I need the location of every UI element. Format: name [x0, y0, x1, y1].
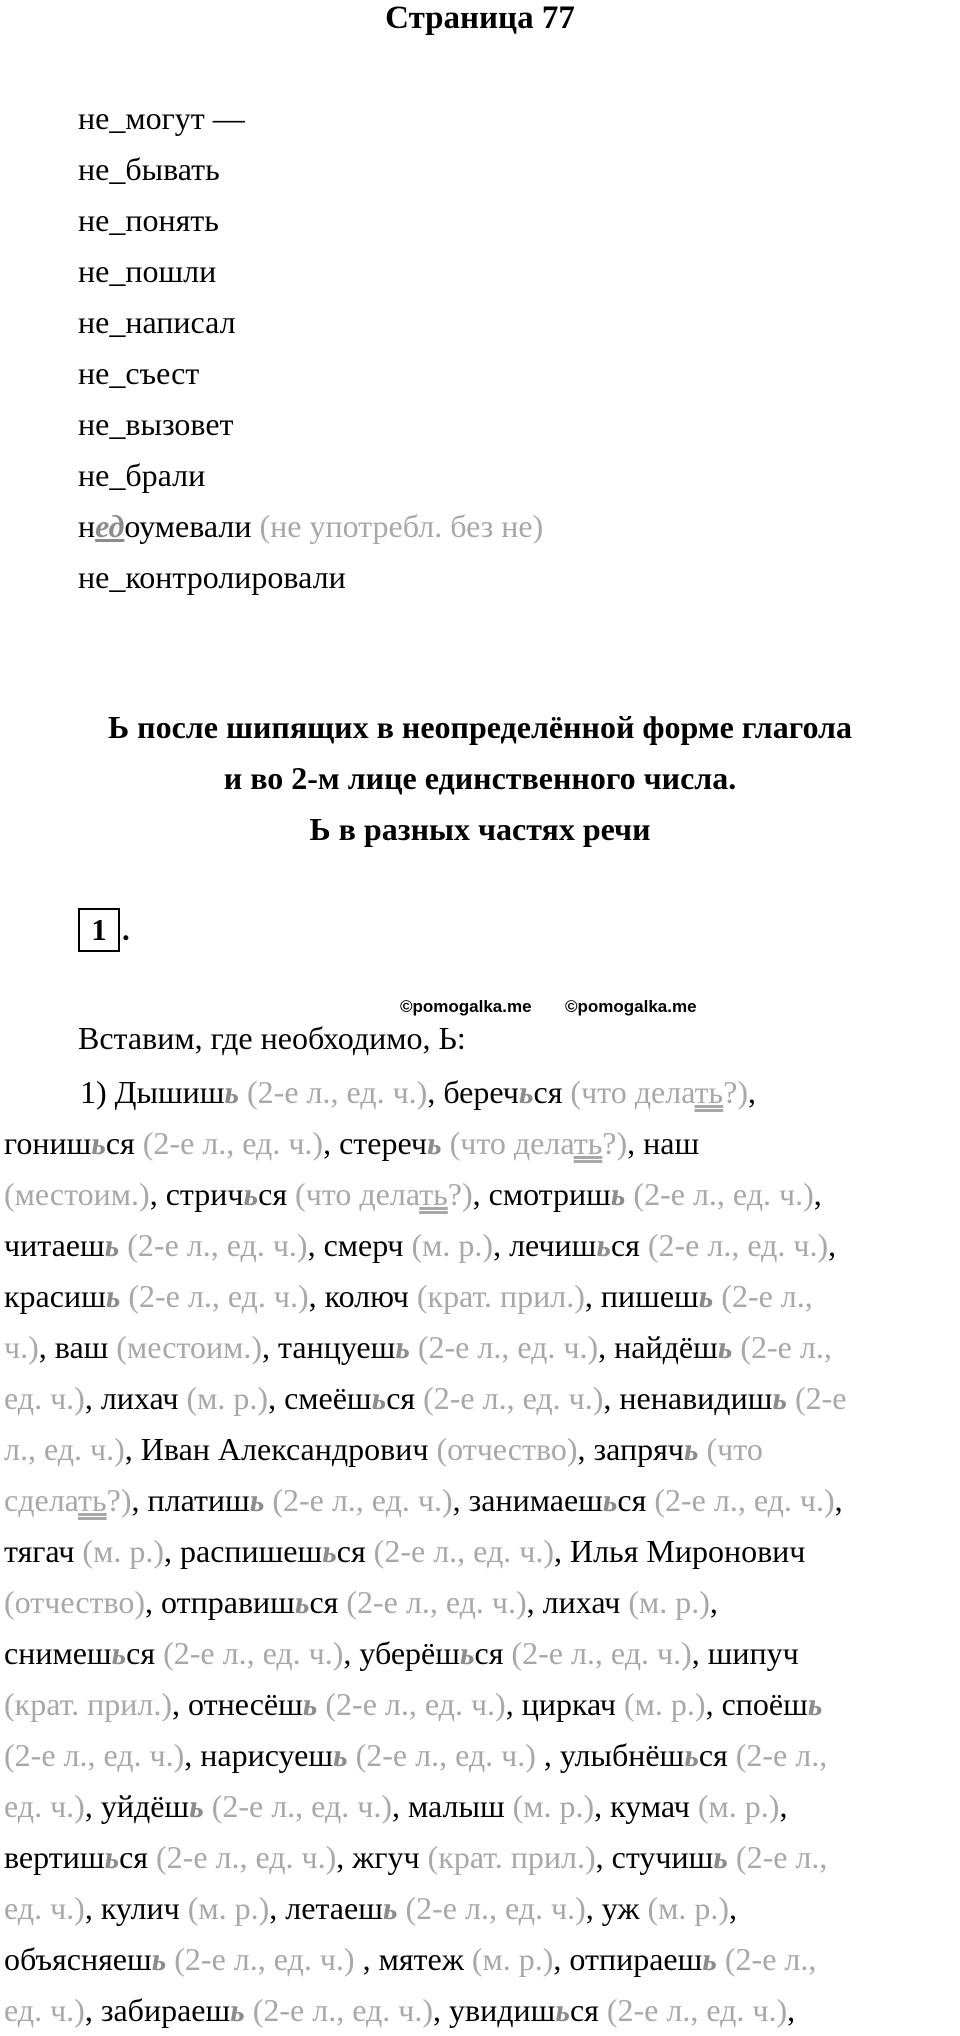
word-text: ся [610, 1227, 640, 1263]
text-line [4, 1373, 960, 1424]
grammar-note: (2-е л., ед. ч.) [598, 1992, 788, 2028]
word-text: , циркач [505, 1686, 617, 1722]
inserted-letter: ь [717, 1329, 733, 1365]
text-line [4, 1220, 960, 1271]
grammar-note: (м. р.) [689, 1788, 780, 1824]
word-text: , мятеж [354, 1941, 464, 1977]
text-line [4, 1271, 960, 1322]
grammar-note: (м. р.) [179, 1890, 270, 1926]
grammar-note: ч.) [4, 1329, 39, 1365]
word-text: , шипуч [691, 1635, 799, 1671]
word-part: н [78, 508, 96, 544]
inserted-letter: ь [294, 1584, 310, 1620]
grammar-note: (2-е л., ед. ч.) [4, 1737, 185, 1773]
grammar-note: (2-е л., ед. ч.) [347, 1737, 536, 1773]
word-text: , споёш [705, 1686, 808, 1722]
word-text: , платиш [131, 1482, 250, 1518]
text-line [4, 1475, 960, 1526]
grammar-note: (м. р.) [639, 1890, 730, 1926]
word-text: ся [569, 1992, 599, 2028]
word-text: , уж [585, 1890, 640, 1926]
grammar-note: (2-е л., ед. ч.) [365, 1533, 554, 1569]
grammar-note: (м. р.) [620, 1584, 710, 1620]
inserted-letter: ь [459, 1635, 475, 1671]
inserted-letter: ь [91, 1125, 106, 1161]
section-heading [0, 702, 960, 855]
text-line [4, 1322, 960, 1373]
inserted-letter: ь [104, 1227, 120, 1263]
word-text: , береч [427, 1074, 519, 1110]
word-text: , колюч [308, 1278, 409, 1314]
word-part: не_съест [78, 355, 200, 391]
inserted-letter: ь [698, 1278, 714, 1314]
word-text: , стереч [323, 1125, 427, 1161]
word-text: , ненавидиш [603, 1380, 773, 1416]
grammar-note: (отчество) [4, 1584, 146, 1620]
word-text: 1) Дышиш [80, 1074, 225, 1110]
word-text: ся [336, 1533, 366, 1569]
grammar-note: (что дела [562, 1074, 695, 1110]
word-text: , отправиш [145, 1584, 295, 1620]
grammar-note: (2-е л., ед. ч.) [119, 1227, 308, 1263]
heading-line: и во 2-м лице единственного числа. [223, 760, 737, 796]
word-text: , занимаеш [452, 1482, 603, 1518]
grammar-note: ед. ч.) [4, 1380, 85, 1416]
grammar-note: (2-е л., [732, 1329, 832, 1365]
grammar-note: (2-е [786, 1380, 847, 1416]
word-list-item [78, 351, 543, 402]
text-line [4, 1118, 960, 1169]
grammar-note: (2-е л., ед. ч.) [120, 1278, 309, 1314]
word-text: , Иван Александрович [124, 1431, 429, 1467]
inserted-letter: ь [518, 1074, 534, 1110]
word-text: , [813, 1176, 822, 1212]
word-text: ся [126, 1635, 156, 1671]
word-list-item [78, 555, 543, 606]
grammar-note: (2-е л., ед. ч.) [639, 1227, 829, 1263]
text-line [4, 1985, 960, 2036]
word-part: (не употребл. без не) [251, 508, 544, 544]
inserted-letter: ь [224, 1074, 240, 1110]
grammar-note: (2-е л., [727, 1737, 828, 1773]
heading-line: Ь в разных частях речи [309, 811, 651, 847]
word-list-item [78, 147, 543, 198]
word-text: , нарисуеш [184, 1737, 333, 1773]
grammar-note: (местоим.) [4, 1176, 150, 1212]
grammar-note: (отчество) [428, 1431, 578, 1467]
inserted-letter: ь [807, 1686, 823, 1722]
grammar-note: (2-е л., ед. ч.) [397, 1890, 586, 1926]
text-line [4, 1526, 960, 1577]
grammar-note: (2-е л., [716, 1941, 817, 1977]
grammar-note: (что дела [287, 1176, 420, 1212]
inserted-letter: ь [104, 1839, 120, 1875]
text-line [4, 1781, 960, 1832]
word-text: , улыбнёш [535, 1737, 685, 1773]
word-text: ся [119, 1839, 148, 1875]
word-text: , смерч [307, 1227, 404, 1263]
word-text: читаеш [4, 1227, 105, 1263]
task-number-box [78, 908, 130, 952]
word-list-item [78, 249, 543, 300]
word-text: ся [105, 1125, 135, 1161]
word-text: , летаеш [269, 1890, 383, 1926]
grammar-note: (м. р.) [504, 1788, 595, 1824]
inserted-letter: ь [302, 1686, 318, 1722]
inserted-letter: ь [702, 1941, 717, 1977]
word-text: , лихач [526, 1584, 621, 1620]
text-line [4, 1730, 960, 1781]
inserted-letter: ь [610, 1176, 626, 1212]
grammar-note: (местоим.) [108, 1329, 262, 1365]
grammar-note: (м. р.) [463, 1941, 554, 1977]
task-number-dot: . [122, 912, 130, 947]
text-line [4, 1679, 960, 1730]
word-text: , малыш [391, 1788, 505, 1824]
grammar-note: (крат. прил.) [419, 1839, 596, 1875]
watermark: ©pomogalka.me [565, 997, 697, 1016]
word-text: , кулич [84, 1890, 180, 1926]
word-text: , [709, 1584, 718, 1620]
word-text: тягач [4, 1533, 75, 1569]
word-list-item [78, 402, 543, 453]
word-text: , [729, 1890, 738, 1926]
grammar-note: (2-е л., ед. ч.) [415, 1380, 604, 1416]
word-text: вертиш [4, 1839, 105, 1875]
inserted-letter: ь [243, 1176, 259, 1212]
inserted-letter: ь [249, 1482, 265, 1518]
grammar-note: ед. ч.) [4, 1890, 85, 1926]
grammar-note: ть [573, 1125, 603, 1161]
inserted-letter: ь [602, 1482, 618, 1518]
grammar-note: (что дела [441, 1125, 574, 1161]
word-text: , увидиш [433, 1992, 556, 2028]
grammar-note: (2-е л., ед. ч.) [264, 1482, 453, 1518]
word-text: , [787, 1992, 796, 2028]
inserted-letter: ь [684, 1737, 699, 1773]
grammar-note: ть [694, 1074, 724, 1110]
word-text: гониш [4, 1125, 92, 1161]
grammar-note: (м. р.) [74, 1533, 164, 1569]
grammar-note: (2-е л., ед. ч.) [134, 1125, 324, 1161]
inserted-letter: ь [230, 1992, 245, 2028]
word-part: не_контролировали [78, 559, 346, 595]
text-line [4, 1424, 960, 1475]
inserted-letter: ь [683, 1431, 699, 1467]
grammar-note: (2-е л., ед. ч.) [244, 1992, 434, 2028]
text-line [4, 1067, 960, 1118]
grammar-note: ?) [602, 1125, 628, 1161]
grammar-note: (м. р.) [403, 1227, 494, 1263]
inserted-letter: ь [555, 1992, 570, 2028]
word-list-item [78, 198, 543, 249]
word-text: ся [258, 1176, 288, 1212]
text-line [4, 1883, 960, 1934]
word-part: не_понять [78, 202, 219, 238]
inserted-letter: ь [151, 1941, 167, 1977]
word-text: ся [533, 1074, 563, 1110]
grammar-note: (2-е л., [727, 1839, 828, 1875]
grammar-note: (2-е л., ед. ч.) [155, 1635, 344, 1671]
grammar-note: (2-е л., ед. ч.) [503, 1635, 692, 1671]
heading-line: Ь после шипящих в неопределённой форме глагола [108, 709, 852, 745]
inserted-letter: ь [772, 1380, 787, 1416]
grammar-note: (2-е л., ед. ч.) [239, 1074, 428, 1110]
text-line [4, 1832, 960, 1883]
inserted-letter: ь [111, 1635, 127, 1671]
inserted-letter: ь [332, 1737, 348, 1773]
word-text: , наш [627, 1125, 700, 1161]
word-list-item [78, 504, 543, 555]
word-text: , лечиш [493, 1227, 597, 1263]
grammar-note: (2-е л., ед. ч.) [317, 1686, 506, 1722]
inserted-letter: ь [426, 1125, 442, 1161]
task-number: 1 [91, 912, 107, 947]
grammar-note: (2-е л., [713, 1278, 813, 1314]
word-text: , смеёш [268, 1380, 372, 1416]
word-text: красиш [4, 1278, 106, 1314]
word-text: , Илья Миронович [553, 1533, 806, 1569]
word-text: , лихач [84, 1380, 179, 1416]
grammar-note: ?) [723, 1074, 748, 1110]
inserted-letter: ь [322, 1533, 337, 1569]
word-text: объясняеш [4, 1941, 152, 1977]
word-text: , [779, 1788, 788, 1824]
word-text: , [834, 1482, 843, 1518]
grammar-note: ?) [447, 1176, 473, 1212]
word-part: не_пошли [78, 253, 217, 289]
word-text: , пишеш [584, 1278, 699, 1314]
inserted-letter: ь [189, 1788, 204, 1824]
watermark: ©pomogalka.me [400, 997, 532, 1016]
word-text: , смотриш [472, 1176, 611, 1212]
grammar-note: (2-е л., ед. ч.) [148, 1839, 337, 1875]
word-text: , стучиш [595, 1839, 714, 1875]
inserted-letter: ь [371, 1380, 387, 1416]
word-part: не_написал [78, 304, 236, 340]
word-part: не_вызовет [78, 406, 234, 442]
inserted-letter: ь [105, 1278, 121, 1314]
word-text: , [748, 1074, 756, 1110]
word-text: , ваш [38, 1329, 109, 1365]
grammar-note: (2-е л., ед. ч.) [338, 1584, 527, 1620]
exercise-text [4, 1067, 960, 2036]
grammar-note: (2-е л., ед. ч.) [625, 1176, 814, 1212]
grammar-note: сдела [4, 1482, 79, 1518]
word-text: ся [698, 1737, 728, 1773]
word-text: , отнесёш [172, 1686, 303, 1722]
grammar-note: (крат. прил.) [4, 1686, 173, 1722]
word-text: , уберёш [343, 1635, 460, 1671]
word-text: , запряч [577, 1431, 684, 1467]
word-text: ся [309, 1584, 339, 1620]
word-list [78, 96, 543, 606]
word-list-item [78, 300, 543, 351]
word-part: не_могут — [78, 100, 245, 136]
grammar-note: (2-е л., ед. ч.) [409, 1329, 599, 1365]
word-text: , распишеш [163, 1533, 323, 1569]
word-part: оумевали [124, 508, 252, 544]
word-text: , уйдёш [84, 1788, 190, 1824]
grammar-note: ед. ч.) [4, 1788, 85, 1824]
grammar-note: (м. р.) [178, 1380, 269, 1416]
inserted-letter: ь [382, 1890, 398, 1926]
word-text: , кумач [594, 1788, 690, 1824]
text-line [4, 1628, 960, 1679]
word-part: не_брали [78, 457, 206, 493]
word-text: снимеш [4, 1635, 112, 1671]
inserted-letter: ь [395, 1329, 410, 1365]
word-text: ся [617, 1482, 647, 1518]
word-text: , отпираеш [553, 1941, 703, 1977]
grammar-note: (что [698, 1431, 763, 1467]
word-list-item [78, 453, 543, 504]
word-text: , жгуч [336, 1839, 420, 1875]
grammar-note: ть [419, 1176, 448, 1212]
task-intro: Вставим, где необходимо, Ь: [78, 1020, 466, 1056]
word-part: не_бывать [78, 151, 220, 187]
page-title: Страница 77 [385, 0, 575, 36]
grammar-note: ед. ч.) [4, 1992, 85, 2028]
grammar-note: (2-е л., ед. ч.) [646, 1482, 835, 1518]
text-line [4, 1934, 960, 1985]
grammar-note: ть [78, 1482, 107, 1518]
text-line [4, 1577, 960, 1628]
word-text: ся [386, 1380, 416, 1416]
word-text: , забираеш [84, 1992, 231, 2028]
grammar-note: л., ед. ч.) [4, 1431, 125, 1467]
grammar-note: (крат. прил.) [408, 1278, 585, 1314]
word-text: , [828, 1227, 837, 1263]
grammar-note: (2-е л., ед. ч.) [166, 1941, 355, 1977]
text-line [4, 1169, 960, 1220]
grammar-note: (2-е л., ед. ч.) [203, 1788, 392, 1824]
word-text: , стрич [149, 1176, 244, 1212]
word-list-item [78, 96, 543, 147]
inserted-letter: ь [596, 1227, 611, 1263]
grammar-note: ?) [106, 1482, 132, 1518]
word-text: ся [474, 1635, 504, 1671]
word-part: ед [95, 508, 125, 544]
grammar-note: (м. р.) [616, 1686, 706, 1722]
word-text: , танцуеш [261, 1329, 396, 1365]
inserted-letter: ь [713, 1839, 728, 1875]
word-text: , найдёш [598, 1329, 718, 1365]
